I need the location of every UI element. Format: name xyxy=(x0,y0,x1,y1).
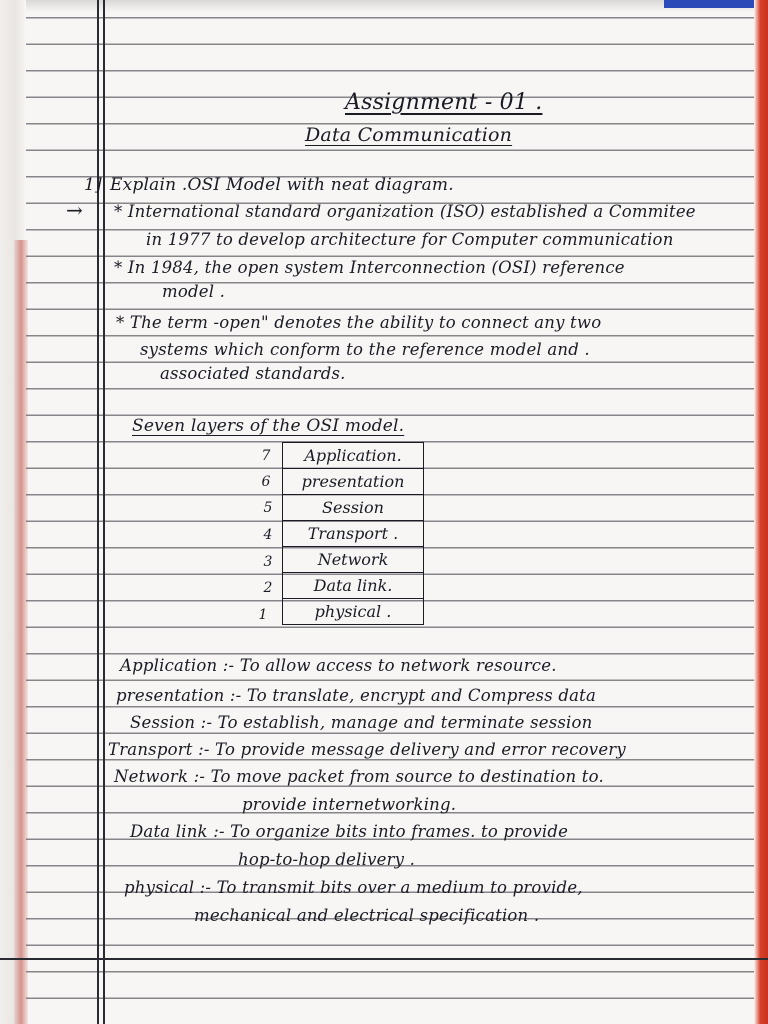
layer-data-link: Data link. xyxy=(283,573,424,599)
background-edge xyxy=(754,0,768,1024)
background-corner xyxy=(664,0,754,8)
definition-network-cont: provide internetworking. xyxy=(242,795,457,814)
bullet-2-line-2: model . xyxy=(162,282,226,301)
osi-layers-table xyxy=(282,442,424,625)
definition-physical-cont: mechanical and electrical specification . xyxy=(194,906,540,925)
layer-number: 1 xyxy=(258,607,268,623)
layer-number: 5 xyxy=(263,500,273,516)
margin-line xyxy=(103,0,105,1024)
definition-presentation: presentation :- To translate, encrypt and Compress data xyxy=(116,686,597,705)
definition-application: Application :- To allow access to network resource. xyxy=(120,656,557,675)
layer-number: 7 xyxy=(261,448,271,464)
bottom-rule xyxy=(0,958,768,960)
layer-presentation: presentation xyxy=(283,469,424,495)
bullet-3-line-3: associated standards. xyxy=(160,364,346,383)
layer-number: 3 xyxy=(263,554,273,570)
definition-transport: Transport :- To provide message delivery and error recovery xyxy=(108,740,626,759)
margin-line xyxy=(97,0,99,1024)
layer-application: Application. xyxy=(283,443,424,469)
bullet-3-line-1: * The term -open" denotes the ability to connect any two xyxy=(116,313,602,332)
layer-number: 2 xyxy=(263,580,273,596)
arrow-icon: → xyxy=(66,198,83,222)
layer-network: Network xyxy=(283,547,424,573)
layer-number: 6 xyxy=(261,474,271,490)
margin-stain xyxy=(14,240,28,1024)
page-top-edge xyxy=(0,0,768,12)
layer-session: Session xyxy=(283,495,424,521)
definition-network: Network :- To move packet from source to destination to. xyxy=(114,767,604,786)
diagram-heading: Seven layers of the OSI model. xyxy=(132,416,405,436)
bullet-2-line-1: * In 1984, the open system Interconnection (OSI) reference xyxy=(114,258,625,277)
definition-session: Session :- To establish, manage and terminate session xyxy=(130,713,593,732)
definition-physical: physical :- To transmit bits over a medium to provide, xyxy=(124,878,583,897)
layer-physical: physical . xyxy=(283,599,424,625)
layer-transport: Transport . xyxy=(283,521,424,547)
bullet-1-line-1: * International standard organization (ISO) established a Commitee xyxy=(114,202,696,221)
definition-data-link-cont: hop-to-hop delivery . xyxy=(238,850,416,869)
assignment-title: Assignment - 01 . xyxy=(345,90,543,115)
bullet-3-line-2: systems which conform to the reference model and . xyxy=(140,340,590,359)
subject-title: Data Communication xyxy=(305,124,513,146)
layer-number: 4 xyxy=(263,527,273,543)
bullet-1-line-2: in 1977 to develop architecture for Computer communication xyxy=(146,230,674,249)
question-number: 1] xyxy=(84,175,102,195)
question-text: Explain .OSI Model with neat diagram. xyxy=(110,175,454,195)
definition-data-link: Data link :- To organize bits into frames. to provide xyxy=(130,822,569,841)
